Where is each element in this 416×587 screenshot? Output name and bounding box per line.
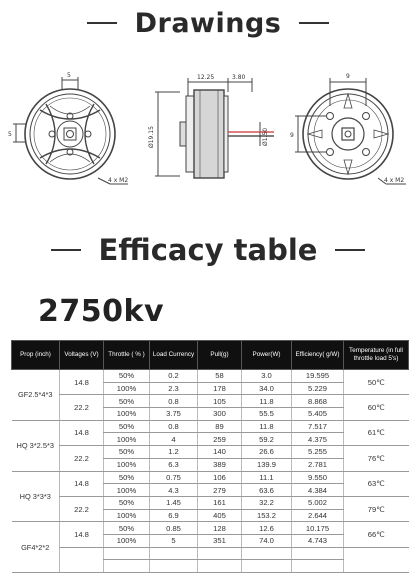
prop-cell: GF4*2*2 <box>12 522 60 573</box>
table-row <box>12 370 409 383</box>
power-cell: 139.9 <box>242 458 292 471</box>
table-row <box>12 420 409 433</box>
efficacy-heading <box>0 230 416 270</box>
efficiency-cell: 9.550 <box>292 471 344 484</box>
drawings-heading <box>0 6 416 40</box>
load-cell: 5 <box>150 534 198 547</box>
header-load: Load Currency <box>150 341 198 370</box>
temperature-cell: 50℃ <box>344 370 409 395</box>
pull-cell: 389 <box>198 458 242 471</box>
load-cell: 0.75 <box>150 471 198 484</box>
throttle-cell: 100% <box>104 382 150 395</box>
heading-rule-left <box>87 22 117 24</box>
empty-cell <box>292 547 344 560</box>
temperature-cell: 61℃ <box>344 420 409 445</box>
pull-cell: 106 <box>198 471 242 484</box>
efficiency-cell: 8.868 <box>292 395 344 408</box>
front-dim-top: 5 <box>67 72 71 79</box>
pull-cell: 161 <box>198 496 242 509</box>
pull-cell: 259 <box>198 433 242 446</box>
voltage-cell: 14.8 <box>60 370 104 395</box>
load-cell: 0.8 <box>150 395 198 408</box>
voltage-cell: 14.8 <box>60 471 104 496</box>
throttle-cell: 50% <box>104 395 150 408</box>
voltage-cell: 14.8 <box>60 420 104 445</box>
empty-cell <box>104 560 150 573</box>
empty-cell <box>292 560 344 573</box>
throttle-cell: 100% <box>104 509 150 522</box>
power-cell: 34.0 <box>242 382 292 395</box>
motor-drawings <box>0 66 416 196</box>
empty-cell <box>198 547 242 560</box>
header-pull: Pull(g) <box>198 341 242 370</box>
efficiency-cell: 5.405 <box>292 408 344 421</box>
header-throttle: Throttle ( % ) <box>104 341 150 370</box>
load-cell: 0.85 <box>150 522 198 535</box>
table-row <box>12 395 409 408</box>
throttle-cell: 50% <box>104 370 150 383</box>
table-row <box>12 496 409 509</box>
table-row <box>12 471 409 484</box>
heading-rule-right <box>335 249 365 251</box>
back-dim-m2: 4 x M2 <box>384 177 405 184</box>
efficacy-table <box>11 340 409 573</box>
load-cell: 1.2 <box>150 446 198 459</box>
pull-cell: 58 <box>198 370 242 383</box>
empty-cell <box>242 547 292 560</box>
table-header-row <box>12 341 409 370</box>
back-dim-top: 9 <box>346 73 350 80</box>
efficiency-cell: 4.375 <box>292 433 344 446</box>
pull-cell: 178 <box>198 382 242 395</box>
throttle-cell: 100% <box>104 408 150 421</box>
power-cell: 11.8 <box>242 420 292 433</box>
efficiency-cell: 4.384 <box>292 484 344 497</box>
power-cell: 3.0 <box>242 370 292 383</box>
voltage-cell-empty <box>60 547 104 572</box>
throttle-cell: 50% <box>104 522 150 535</box>
header-efficiency: Efficiency( g/W) <box>292 341 344 370</box>
temperature-cell-empty <box>344 547 409 572</box>
throttle-cell: 100% <box>104 458 150 471</box>
throttle-cell: 100% <box>104 534 150 547</box>
pull-cell: 128 <box>198 522 242 535</box>
power-cell: 153.2 <box>242 509 292 522</box>
table-row <box>12 446 409 459</box>
power-cell: 59.2 <box>242 433 292 446</box>
header-power: Power(W) <box>242 341 292 370</box>
voltage-cell: 22.2 <box>60 496 104 521</box>
efficiency-cell: 7.517 <box>292 420 344 433</box>
efficiency-cell: 19.595 <box>292 370 344 383</box>
empty-cell <box>242 560 292 573</box>
efficiency-cell: 5.255 <box>292 446 344 459</box>
voltage-cell: 22.2 <box>60 446 104 471</box>
efficiency-cell: 2.781 <box>292 458 344 471</box>
efficiency-cell: 5.002 <box>292 496 344 509</box>
load-cell: 4 <box>150 433 198 446</box>
temperature-cell: 63℃ <box>344 471 409 496</box>
kv-rating: 2750kv <box>38 294 165 329</box>
motor-side-view <box>140 66 280 196</box>
empty-cell <box>104 547 150 560</box>
side-dim-shaft-diameter: Ø1.50 <box>262 127 269 146</box>
efficiency-cell: 4.743 <box>292 534 344 547</box>
temperature-cell: 66℃ <box>344 522 409 547</box>
throttle-cell: 100% <box>104 433 150 446</box>
power-cell: 55.5 <box>242 408 292 421</box>
pull-cell: 405 <box>198 509 242 522</box>
throttle-cell: 50% <box>104 446 150 459</box>
load-cell: 0.2 <box>150 370 198 383</box>
power-cell: 63.6 <box>242 484 292 497</box>
empty-cell <box>150 560 198 573</box>
pull-cell: 105 <box>198 395 242 408</box>
load-cell: 6.9 <box>150 509 198 522</box>
back-dim-left: 9 <box>290 132 294 139</box>
power-cell: 11.1 <box>242 471 292 484</box>
motor-back-view <box>280 66 416 196</box>
empty-cell <box>198 560 242 573</box>
drawings-title: Drawings <box>134 7 282 39</box>
load-cell: 0.8 <box>150 420 198 433</box>
power-cell: 32.2 <box>242 496 292 509</box>
pull-cell: 140 <box>198 446 242 459</box>
heading-rule-left <box>51 249 81 251</box>
voltage-cell: 22.2 <box>60 395 104 420</box>
side-dim-shaft: 3.80 <box>232 74 246 81</box>
pull-cell: 279 <box>198 484 242 497</box>
pull-cell: 351 <box>198 534 242 547</box>
temperature-cell: 79℃ <box>344 496 409 521</box>
efficiency-cell: 5.229 <box>292 382 344 395</box>
throttle-cell: 100% <box>104 484 150 497</box>
prop-cell: GF2.5*4*3 <box>12 370 60 421</box>
load-cell: 6.3 <box>150 458 198 471</box>
efficacy-title: Efficacy table <box>98 233 318 267</box>
header-temperature: Temperature (in full throttle load 5's) <box>344 341 409 370</box>
power-cell: 26.6 <box>242 446 292 459</box>
table-row <box>12 522 409 535</box>
front-dim-m2: 4 x M2 <box>108 177 129 184</box>
prop-cell: HQ 3*2.5*3 <box>12 420 60 471</box>
load-cell: 4.3 <box>150 484 198 497</box>
motor-front-view <box>0 66 140 196</box>
efficiency-cell: 10.175 <box>292 522 344 535</box>
header-voltage: Voltages (V) <box>60 341 104 370</box>
load-cell: 1.45 <box>150 496 198 509</box>
load-cell: 2.3 <box>150 382 198 395</box>
temperature-cell: 60℃ <box>344 395 409 420</box>
voltage-cell: 14.8 <box>60 522 104 547</box>
heading-rule-right <box>299 22 329 24</box>
efficiency-cell: 2.644 <box>292 509 344 522</box>
throttle-cell: 50% <box>104 471 150 484</box>
temperature-cell: 76℃ <box>344 446 409 471</box>
power-cell: 11.8 <box>242 395 292 408</box>
side-dim-diameter: Ø19.15 <box>148 126 155 148</box>
pull-cell: 89 <box>198 420 242 433</box>
front-dim-left: 5 <box>8 131 12 138</box>
pull-cell: 300 <box>198 408 242 421</box>
throttle-cell: 50% <box>104 420 150 433</box>
load-cell: 3.75 <box>150 408 198 421</box>
table-row-empty <box>12 547 409 560</box>
empty-cell <box>150 547 198 560</box>
side-dim-length: 12.25 <box>197 74 215 81</box>
power-cell: 74.0 <box>242 534 292 547</box>
header-prop: Prop (inch) <box>12 341 60 370</box>
throttle-cell: 50% <box>104 496 150 509</box>
prop-cell: HQ 3*3*3 <box>12 471 60 522</box>
power-cell: 12.6 <box>242 522 292 535</box>
